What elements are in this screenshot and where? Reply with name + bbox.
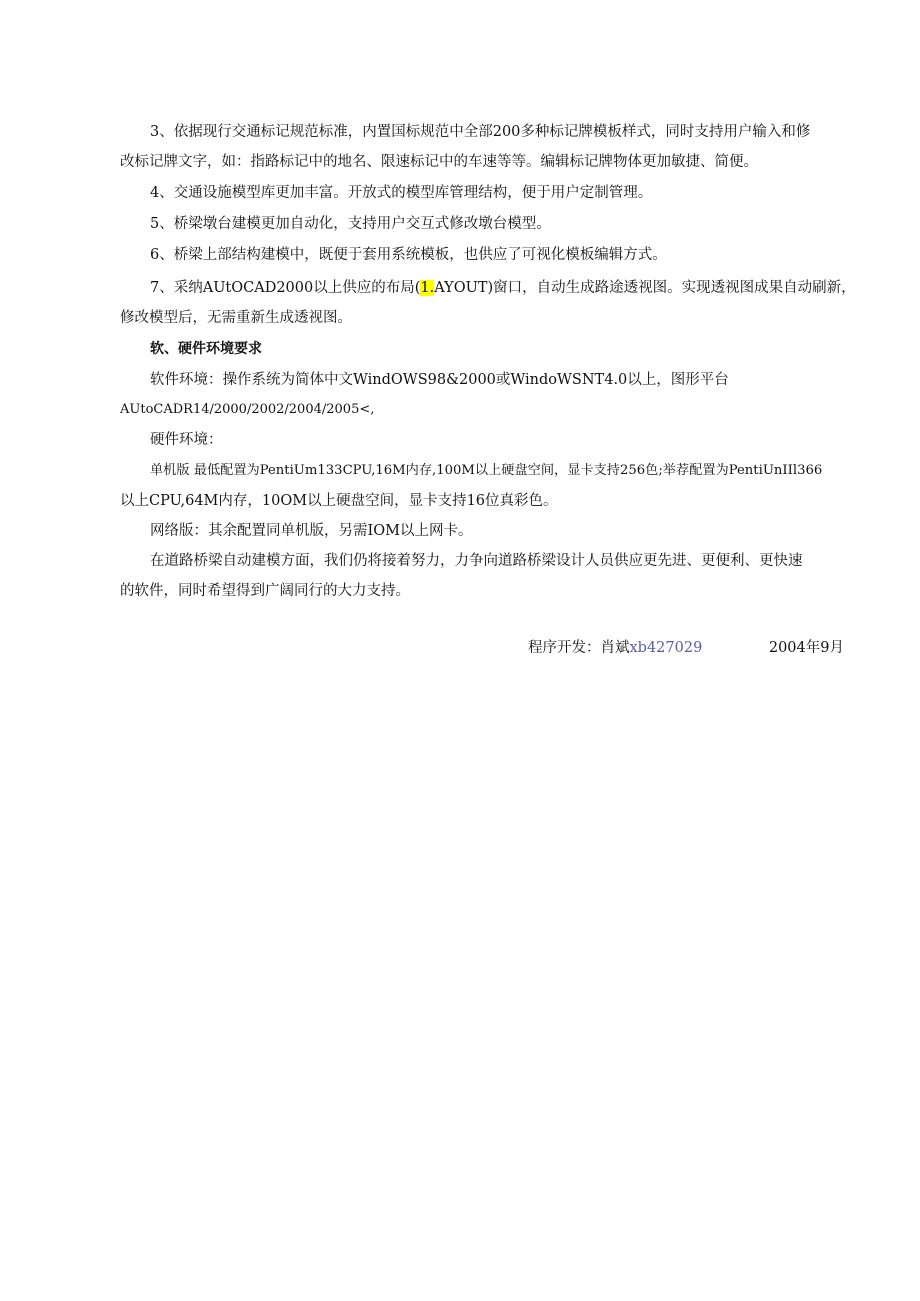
- standalone-line-2: 以上CPU,64M内存，10OM以上硬盘空间，显卡支持16位真彩色。: [120, 493, 558, 509]
- paragraph-7-text-b: AYOUT)窗口，自动生成路途透视图。实现透视图成果自动刷新，: [434, 280, 856, 296]
- paragraph-6: 6、桥梁上部结构建模中，既便于套用系统模板，也供应了可视化模板编辑方式。: [150, 247, 667, 263]
- paragraph-7-line-2: 修改模型后，无需重新生成透视图。: [120, 310, 352, 326]
- section-heading: 软、硬件环境要求: [150, 341, 262, 357]
- standalone-line-1: 单机版 最低配置为PentiUm133CPU,16M内存,100M以上硬盘空间，显卡支持256色;举荐配置为PentiUnIIl366: [150, 463, 823, 478]
- closing-line-1: 在道路桥梁自动建模方面，我们仍将接着努力，力争向道路桥梁设计人员供应更先进、更便利、更快速: [150, 553, 803, 569]
- highlighted-text: 1.: [420, 280, 435, 296]
- hardware-env-label: 硬件环境：: [150, 432, 223, 448]
- software-env-line-1: 软件环境：操作系统为简体中文WindOWS98&2000或WindoWSNT4.0以上，图形平台: [150, 372, 729, 388]
- footer-label: 程序开发：肖斌: [528, 640, 630, 656]
- footer-author: [528, 638, 702, 658]
- network-version: 网络版：其余配置同单机版，另需IOM以上网卡。: [150, 523, 473, 539]
- paragraph-5: 5、桥梁墩台建模更加自动化，支持用户交互式修改墩台模型。: [150, 216, 551, 232]
- footer-date: 2004年9月: [768, 640, 844, 656]
- footer-id-link[interactable]: xb427029: [629, 640, 703, 656]
- closing-line-2: 的软件，同时希望得到广阔同行的大力支持。: [120, 583, 410, 599]
- paragraph-7-line-1: [150, 278, 856, 298]
- software-env-line-2: AUtoCADR14/2000/2002/2004/2005<,: [120, 402, 375, 417]
- paragraph-7-text-a: 7、采纳AUtOCAD2000以上供应的布局(: [150, 280, 421, 296]
- paragraph-3-line-1: 3、依据现行交通标记规范标准，内置国标规范中全部200多种标记牌模板样式，同时支持用户输入和修: [150, 124, 811, 140]
- paragraph-4: 4、交通设施模型库更加丰富。开放式的模型库管理结构，便于用户定制管理。: [150, 185, 653, 201]
- paragraph-3-line-2: 改标记牌文字，如：指路标记中的地名、限速标记中的车速等等。编辑标记牌物体更加敏捷、简便。: [120, 154, 758, 170]
